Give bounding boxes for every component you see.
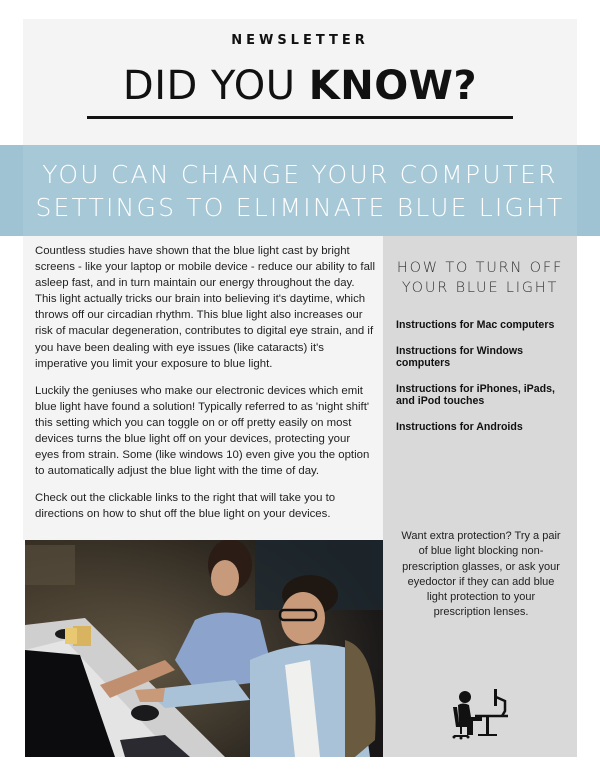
link-mac-instructions[interactable]: Instructions for Mac computers xyxy=(396,319,555,331)
title-underline-divider xyxy=(87,116,513,119)
link-ios-instructions[interactable]: Instructions for iPhones, iPads, and iPod touches xyxy=(396,382,555,407)
instruction-links xyxy=(396,319,572,446)
newsletter-header xyxy=(23,19,577,149)
article-paragraph: Countless studies have shown that the blue light cast by bright screens - like your laptop or mobile device - reduce our ability to fall asleep fast, and in turn maintain our energy throughout the day. This light actually tricks our brain into believing it's daytime, which throws off our circadian rhythm. This blue light also increases our risk of macular degeneration, contributes to digital eye strain, and if you have been dealing with eye issues (like cataracts) it's imperative you limit your exposure to blue light. xyxy=(35,245,375,370)
hero-photo xyxy=(25,540,383,757)
people-at-computer-photo xyxy=(25,540,383,757)
link-windows-instructions[interactable]: Instructions for Windows computers xyxy=(396,344,524,369)
banner-heading xyxy=(0,158,600,224)
article-body xyxy=(35,243,375,534)
headline-light: DID YOU xyxy=(122,63,309,109)
link-android-instructions[interactable]: Instructions for Androids xyxy=(396,420,523,433)
page-title xyxy=(23,61,577,111)
sidebar xyxy=(383,236,577,757)
sidebar-heading-line-1: HOW TO TURN OFF xyxy=(396,260,564,276)
article-paragraph: Luckily the geniuses who make our electronic devices which emit blue light have found a solution! Typically referred to as 'night shift' this setting which you can toggle on or off pretty easily on most devices turns the blue light off on your devices, protecting your eyes from strain. Some (like windows 10) even give you the option to automatically adjust the blue light with the time of day. xyxy=(35,384,370,478)
article-paragraph: Check out the clickable links to the right that will take you to directions on how to shut off the blue light on your devices. xyxy=(35,492,336,521)
extra-protection-tip: Want extra protection? Try a pair of blue light blocking non-prescription glasses, or ask your eyedoctor if they can add blue light protection to your prescription lenses. xyxy=(401,530,561,619)
headline-banner xyxy=(0,145,600,236)
newsletter-kicker: NEWSLETTER xyxy=(231,33,369,48)
sidebar-heading-line-2: YOUR BLUE LIGHT xyxy=(401,280,559,296)
banner-line-1: YOU CAN CHANGE YOUR COMPUTER xyxy=(42,160,558,189)
person-at-computer-desk-icon xyxy=(445,689,515,741)
headline-bold: KNOW? xyxy=(308,63,478,109)
banner-line-2: SETTINGS TO ELIMINATE BLUE LIGHT xyxy=(35,193,565,222)
article-column xyxy=(23,236,383,540)
sidebar-heading xyxy=(383,258,577,298)
